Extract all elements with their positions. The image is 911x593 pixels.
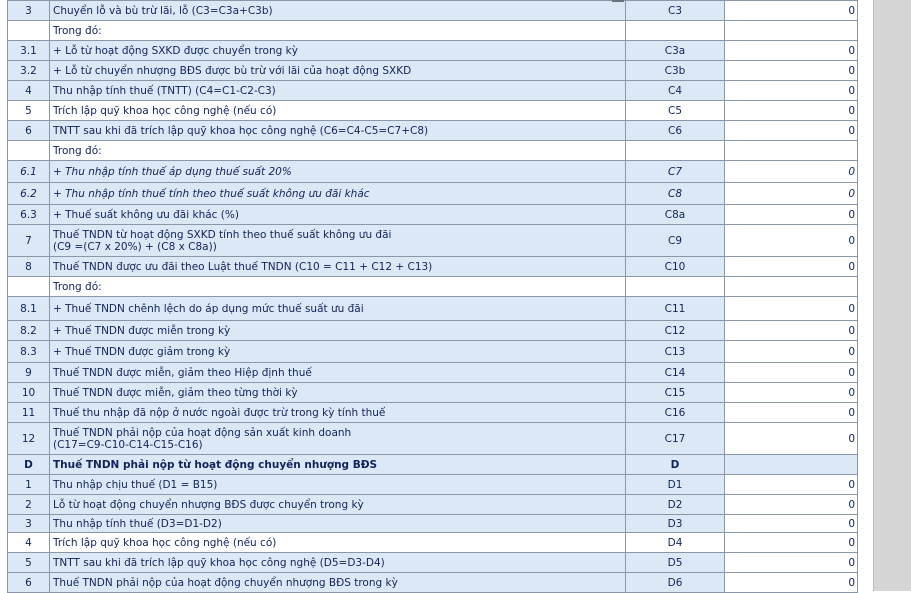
row-description: Thuế thu nhập đã nộp ở nước ngoài được trừ trong kỳ tính thuế bbox=[50, 403, 626, 423]
row-number: D bbox=[8, 455, 50, 475]
row-value-cell[interactable]: 0 bbox=[725, 321, 858, 341]
row-code: C11 bbox=[626, 297, 725, 321]
row-code: D2 bbox=[626, 495, 725, 515]
row-code bbox=[626, 141, 725, 161]
row-number: 6.2 bbox=[8, 183, 50, 205]
table-row bbox=[8, 403, 858, 423]
table-row bbox=[8, 257, 858, 277]
section-row bbox=[8, 455, 858, 475]
row-value-cell[interactable]: 0 bbox=[725, 495, 858, 515]
row-number bbox=[8, 141, 50, 161]
row-number: 1 bbox=[8, 475, 50, 495]
table-row bbox=[8, 21, 858, 41]
row-number: 8.3 bbox=[8, 341, 50, 363]
table-row bbox=[8, 495, 858, 515]
row-value-cell[interactable]: 0 bbox=[725, 515, 858, 533]
row-number: 11 bbox=[8, 403, 50, 423]
row-number: 8.1 bbox=[8, 297, 50, 321]
table-row bbox=[8, 533, 858, 553]
row-number: 6 bbox=[8, 573, 50, 593]
row-code: C3 bbox=[626, 1, 725, 21]
row-value-cell[interactable]: 0 bbox=[725, 121, 858, 141]
row-code: C9 bbox=[626, 225, 725, 257]
row-description: + Thu nhập tính thuế áp dụng thuế suất 20% bbox=[50, 161, 626, 183]
table-row bbox=[8, 141, 858, 161]
row-number: 5 bbox=[8, 553, 50, 573]
row-value-cell[interactable]: 0 bbox=[725, 363, 858, 383]
row-number: 2 bbox=[8, 495, 50, 515]
row-description: Thuế TNDN được miễn, giảm theo Hiệp định thuế bbox=[50, 363, 626, 383]
row-description: + Thuế TNDN chênh lệch do áp dụng mức thuế suất ưu đãi bbox=[50, 297, 626, 321]
row-description: + Lỗ từ hoạt động SXKD được chuyển trong kỳ bbox=[50, 41, 626, 61]
vertical-scrollbar[interactable] bbox=[873, 0, 911, 591]
row-code: C8a bbox=[626, 205, 725, 225]
row-code: C14 bbox=[626, 363, 725, 383]
table-row bbox=[8, 277, 858, 297]
row-code bbox=[626, 21, 725, 41]
row-description: Chuyển lỗ và bù trừ lãi, lỗ (C3=C3a+C3b) bbox=[50, 1, 626, 21]
row-value-cell[interactable] bbox=[725, 455, 858, 475]
row-number: 3 bbox=[8, 1, 50, 21]
row-number: 12 bbox=[8, 423, 50, 455]
row-code: C5 bbox=[626, 101, 725, 121]
row-value-cell[interactable]: 0 bbox=[725, 81, 858, 101]
table-row bbox=[8, 205, 858, 225]
row-value-cell[interactable]: 0 bbox=[725, 257, 858, 277]
row-number: 10 bbox=[8, 383, 50, 403]
column-resize-marker bbox=[612, 0, 624, 2]
row-value-cell[interactable]: 0 bbox=[725, 423, 858, 455]
row-description: TNTT sau khi đã trích lập quỹ khoa học công nghệ (C6=C4-C5=C7+C8) bbox=[50, 121, 626, 141]
row-number: 4 bbox=[8, 533, 50, 553]
row-code: C17 bbox=[626, 423, 725, 455]
table-row bbox=[8, 553, 858, 573]
row-description: + Thuế TNDN được giảm trong kỳ bbox=[50, 341, 626, 363]
row-code: C16 bbox=[626, 403, 725, 423]
table-row bbox=[8, 341, 858, 363]
row-description: Trích lập quỹ khoa học công nghệ (nếu có) bbox=[50, 533, 626, 553]
table-row bbox=[8, 423, 858, 455]
row-number: 4 bbox=[8, 81, 50, 101]
table-row bbox=[8, 41, 858, 61]
row-number: 3.1 bbox=[8, 41, 50, 61]
row-number: 6.3 bbox=[8, 205, 50, 225]
table-row bbox=[8, 121, 858, 141]
row-value-cell[interactable]: 0 bbox=[725, 1, 858, 21]
row-code: C8 bbox=[626, 183, 725, 205]
row-code: C7 bbox=[626, 161, 725, 183]
table-row bbox=[8, 225, 858, 257]
table-row bbox=[8, 363, 858, 383]
tax-table bbox=[7, 0, 858, 593]
row-description: TNTT sau khi đã trích lập quỹ khoa học công nghệ (D5=D3-D4) bbox=[50, 553, 626, 573]
row-description: Trong đó: bbox=[50, 277, 626, 297]
row-code: C3a bbox=[626, 41, 725, 61]
row-number: 6 bbox=[8, 121, 50, 141]
row-code: C13 bbox=[626, 341, 725, 363]
table-row bbox=[8, 297, 858, 321]
row-description: Trong đó: bbox=[50, 141, 626, 161]
row-number: 8.2 bbox=[8, 321, 50, 341]
row-description: Lỗ từ hoạt động chuyển nhượng BĐS được chuyển trong kỳ bbox=[50, 495, 626, 515]
row-number: 7 bbox=[8, 225, 50, 257]
row-description: + Thuế TNDN được miễn trong kỳ bbox=[50, 321, 626, 341]
row-description: Thuế TNDN được ưu đãi theo Luật thuế TNDN (C10 = C11 + C12 + C13) bbox=[50, 257, 626, 277]
row-number: 9 bbox=[8, 363, 50, 383]
row-value-cell[interactable]: 0 bbox=[725, 205, 858, 225]
row-value-cell[interactable]: 0 bbox=[725, 225, 858, 257]
table-row bbox=[8, 161, 858, 183]
table-row bbox=[8, 515, 858, 533]
row-value-cell[interactable]: 0 bbox=[725, 341, 858, 363]
row-value-cell[interactable] bbox=[725, 277, 858, 297]
row-value-cell[interactable]: 0 bbox=[725, 533, 858, 553]
row-number bbox=[8, 277, 50, 297]
row-value-cell[interactable]: 0 bbox=[725, 61, 858, 81]
tax-declaration-sheet bbox=[7, 0, 857, 593]
row-value-cell[interactable] bbox=[725, 141, 858, 161]
row-value-cell[interactable] bbox=[725, 21, 858, 41]
row-description: Thuế TNDN phải nộp của hoạt động sản xuất kinh doanh (C17=C9-C10-C14-C15-C16) bbox=[50, 423, 626, 455]
row-code: C6 bbox=[626, 121, 725, 141]
row-code: C10 bbox=[626, 257, 725, 277]
row-code: C4 bbox=[626, 81, 725, 101]
row-description: Thuế TNDN từ hoạt động SXKD tính theo thuế suất không ưu đãi (C9 =(C7 x 20%) + (C8 x C8a)) bbox=[50, 225, 626, 257]
row-value-cell[interactable]: 0 bbox=[725, 183, 858, 205]
row-description: Thuế TNDN phải nộp của hoạt động chuyển nhượng BĐS trong kỳ bbox=[50, 573, 626, 593]
row-value-cell[interactable]: 0 bbox=[725, 101, 858, 121]
row-value-cell[interactable]: 0 bbox=[725, 475, 858, 495]
row-code: D bbox=[626, 455, 725, 475]
row-number bbox=[8, 21, 50, 41]
row-description: + Thuế suất không ưu đãi khác (%) bbox=[50, 205, 626, 225]
row-code: C3b bbox=[626, 61, 725, 81]
table-row bbox=[8, 81, 858, 101]
row-description: Trích lập quỹ khoa học công nghệ (nếu có) bbox=[50, 101, 626, 121]
row-code: D4 bbox=[626, 533, 725, 553]
table-row bbox=[8, 475, 858, 495]
row-description: Thu nhập tính thuế (TNTT) (C4=C1-C2-C3) bbox=[50, 81, 626, 101]
row-value-cell[interactable]: 0 bbox=[725, 383, 858, 403]
table-row bbox=[8, 573, 858, 593]
row-code: C15 bbox=[626, 383, 725, 403]
row-description: + Lỗ từ chuyển nhượng BĐS được bù trừ với lãi của hoạt động SXKD bbox=[50, 61, 626, 81]
table-row bbox=[8, 183, 858, 205]
row-number: 3 bbox=[8, 515, 50, 533]
row-value-cell[interactable]: 0 bbox=[725, 403, 858, 423]
row-code bbox=[626, 277, 725, 297]
row-description: Trong đó: bbox=[50, 21, 626, 41]
row-code: C12 bbox=[626, 321, 725, 341]
table-row bbox=[8, 61, 858, 81]
row-code: D3 bbox=[626, 515, 725, 533]
row-number: 8 bbox=[8, 257, 50, 277]
table-row bbox=[8, 1, 858, 21]
row-value-cell[interactable]: 0 bbox=[725, 161, 858, 183]
row-value-cell[interactable]: 0 bbox=[725, 297, 858, 321]
row-description: Thuế TNDN được miễn, giảm theo từng thời kỳ bbox=[50, 383, 626, 403]
row-description: + Thu nhập tính thuế tính theo thuế suất không ưu đãi khác bbox=[50, 183, 626, 205]
row-description: Thu nhập chịu thuế (D1 = B15) bbox=[50, 475, 626, 495]
table-row bbox=[8, 101, 858, 121]
row-description: Thu nhập tính thuế (D3=D1-D2) bbox=[50, 515, 626, 533]
row-value-cell[interactable]: 0 bbox=[725, 553, 858, 573]
row-number: 5 bbox=[8, 101, 50, 121]
table-row bbox=[8, 383, 858, 403]
row-code: D1 bbox=[626, 475, 725, 495]
row-value-cell[interactable]: 0 bbox=[725, 573, 858, 593]
row-code: D5 bbox=[626, 553, 725, 573]
row-number: 3.2 bbox=[8, 61, 50, 81]
table-row bbox=[8, 321, 858, 341]
row-code: D6 bbox=[626, 573, 725, 593]
row-description: Thuế TNDN phải nộp từ hoạt động chuyển nhượng BĐS bbox=[50, 455, 626, 475]
row-number: 6.1 bbox=[8, 161, 50, 183]
row-value-cell[interactable]: 0 bbox=[725, 41, 858, 61]
